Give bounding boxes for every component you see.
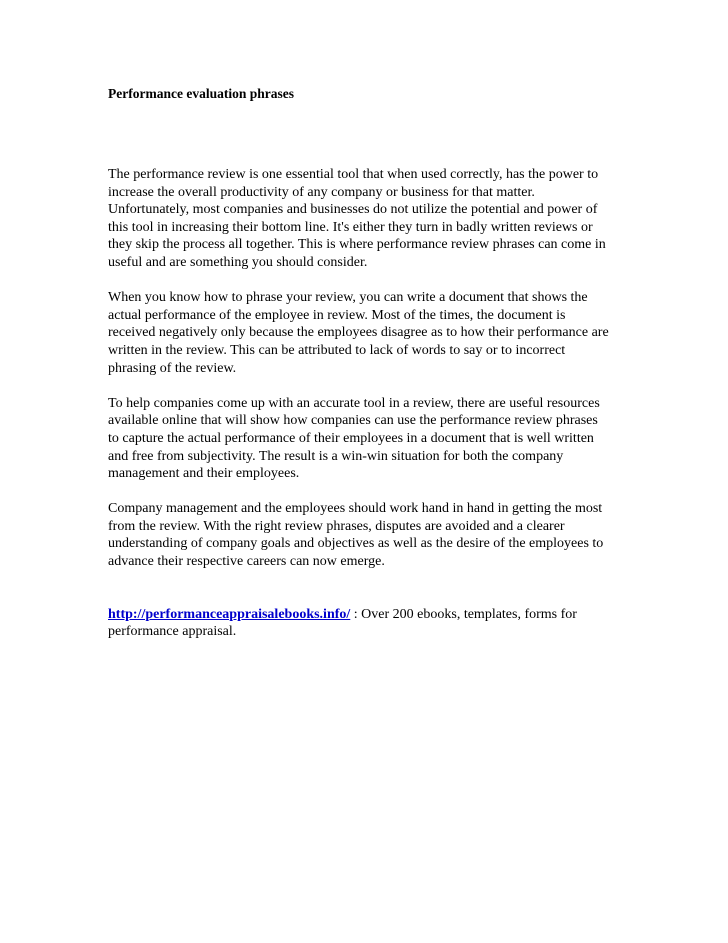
paragraph-line: increase the overall productivity of any company or business for that matter. — [108, 184, 535, 200]
resource-line — [108, 606, 628, 624]
paragraph-line: advance their respective careers can now emerge. — [108, 554, 385, 570]
paragraph-4 — [108, 500, 628, 570]
paragraph-line: from the review. With the right review phrases, disputes are avoided and a clearer — [108, 518, 565, 534]
paragraph-line: phrasing of the review. — [108, 360, 237, 376]
paragraph-line: management and their employees. — [108, 466, 300, 482]
paragraph-line: available online that will show how companies can use the performance review phrases — [108, 413, 598, 429]
paragraph-line: they skip the process all together. This is where performance review phrases can come in — [108, 237, 606, 253]
paragraph-line: this tool in increasing their bottom line. It's either they turn in badly written reviews or — [108, 219, 593, 235]
resource-line: performance appraisal. — [108, 624, 237, 640]
paragraph-line: When you know how to phrase your review, you can write a document that shows the — [108, 290, 588, 306]
paragraph-line: written in the review. This can be attributed to lack of words to say or to incorrect — [108, 342, 566, 358]
paragraph-3 — [108, 395, 628, 483]
resource-paragraph — [108, 606, 628, 641]
paragraph-line: actual performance of the employee in review. Most of the times, the document is — [108, 307, 566, 323]
paragraph-line: Unfortunately, most companies and businesses do not utilize the potential and power of — [108, 202, 598, 218]
paragraph-line: to capture the actual performance of their employees in a document that is well written — [108, 430, 594, 446]
paragraph-line: received negatively only because the employees disagree as to how their performance are — [108, 325, 609, 341]
paragraph-line: To help companies come up with an accurate tool in a review, there are useful resources — [108, 395, 600, 411]
paragraph-line: and free from subjectivity. The result is a win-win situation for both the company — [108, 448, 564, 464]
paragraph-1 — [108, 166, 628, 272]
ebooks-link[interactable]: http://performanceappraisalebooks.info/ — [108, 606, 351, 622]
paragraph-line: The performance review is one essential tool that when used correctly, has the power to — [108, 167, 599, 182]
paragraph-line: Company management and the employees should work hand in hand in getting the most — [108, 501, 603, 517]
link-description: : Over 200 ebooks, templates, forms for — [350, 606, 577, 622]
paragraph-line: understanding of company goals and objectives as well as the desire of the employees to — [108, 536, 604, 552]
paragraph-line: useful and are something you should consider. — [108, 254, 368, 270]
document-title: Performance evaluation phrases — [108, 86, 294, 101]
document-body — [108, 166, 628, 658]
paragraph-2 — [108, 289, 628, 377]
